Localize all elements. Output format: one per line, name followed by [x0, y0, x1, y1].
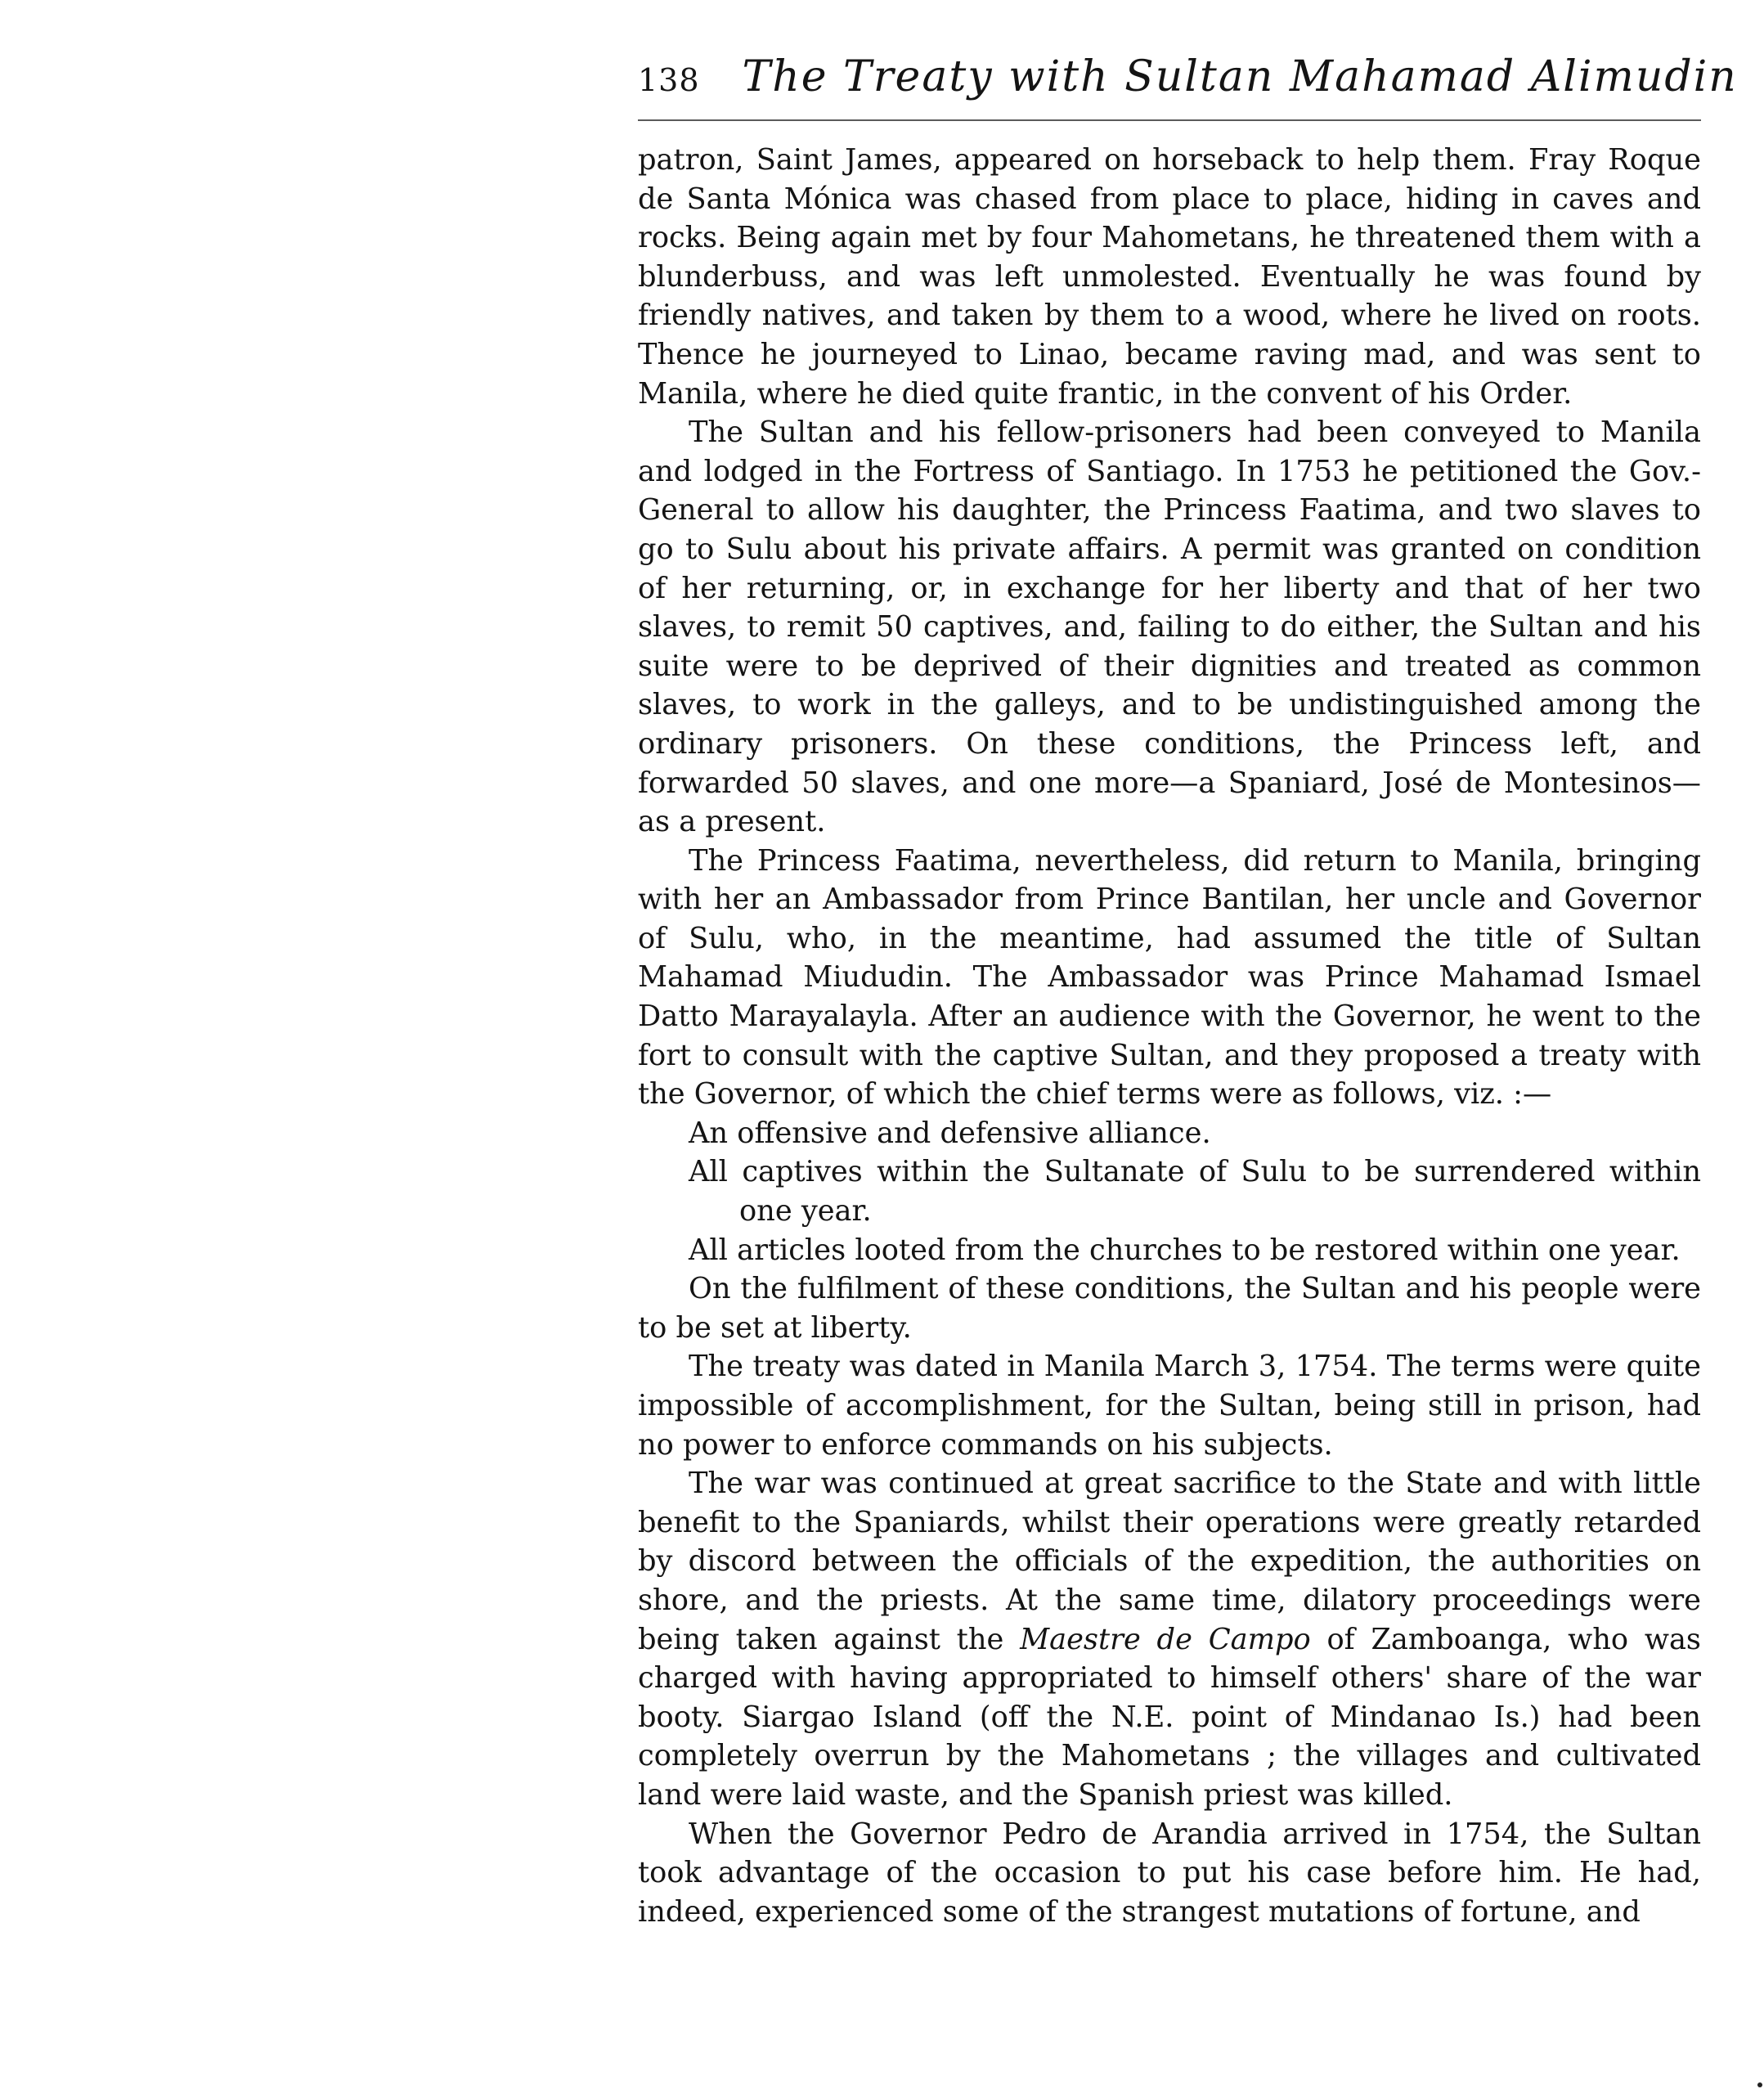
treaty-term-1: An offensive and defensive alliance.	[689, 1116, 1211, 1150]
paragraph-3: The Princess Faatima, nevertheless, did return to Manila, bringing with her an Ambassador from Prince Bantilan, her uncle and Governor of Sulu, who, in the meantime, had assumed the title of Sultan Mahamad Miududin. The Ambassador was Prince Mahamad Ismael Datto Marayalayla. After an audience with the Governor, he went to the fort to consult with the captive Sultan, and they proposed a treaty with the Governor, of which the chief terms were as follows, viz. :—	[638, 843, 1701, 1112]
running-header	[638, 52, 1738, 121]
maestre-de-campo-italic: Maestre de Campo	[1020, 1622, 1311, 1656]
header-rule	[638, 119, 1701, 121]
treaty-term-2: All captives within the Sultanate of Sulu to be surrendered within one year.	[689, 1155, 1701, 1229]
paragraph-6-part-a: The war was continued at great sacrifice to the State and with little benefit to the Spaniards, whilst their operations were greatly retarded by discord between the officials of the expedition, the authorities on shore, and the priests. At the same time, dilatory proceedings were being taken against the	[638, 1467, 1701, 1656]
page-number: 138	[638, 62, 700, 98]
paragraph-2: The Sultan and his fellow-prisoners had been conveyed to Manila and lodged in the Fortress of Santiago. In 1753 he petitioned the Gov.-General to allow his daughter, the Princess Faatima, and two slaves to go to Sulu about his private affairs. A permit was granted on condition of her returning, or, in exchange for her liberty and that of her two slaves, to remit 50 captives, and, failing to do either, the Sultan and his suite were to be deprived of their dignities and treated as common slaves, to work in the galleys, and to be undistinguished among the ordinary prisoners. On these conditions, the Princess left, and forwarded 50 slaves, and one more—a Spaniard, José de Montesinos—as a present.	[638, 416, 1701, 839]
paragraph-1: patron, Saint James, appeared on horseback to help them. Fray Roque de Santa Mónica was chased from place to place, hiding in caves and rocks. Being again met by four Mahometans, he threatened them with a blunderbuss, and was left unmolested. Eventually he was found by friendly natives, and taken by them to a wood, where he lived on roots. Thence he journeyed to Linao, became raving mad, and was sent to Manila, where he died quite frantic, in the convent of his Order.	[638, 143, 1701, 411]
paragraph-7: When the Governor Pedro de Arandia arrived in 1754, the Sultan took advantage of the occasion to put his case before him. He had, indeed, experienced some of the strangest mutations of fortune, and	[638, 1817, 1701, 1929]
running-title: The Treaty with Sultan Mahamad Alimudin	[742, 52, 1738, 101]
paragraph-5: The treaty was dated in Manila March 3, 1754. The terms were quite impossible of accomplishment, for the Sultan, being still in prison, had no power to enforce commands on his subjects.	[638, 1350, 1701, 1462]
paragraph-4: On the fulfilment of these conditions, the Sultan and his people were to be set at liberty.	[638, 1272, 1701, 1345]
paragraph-6	[638, 1464, 1701, 1814]
scan-speck	[1757, 2082, 1762, 2087]
treaty-term-3: All articles looted from the churches to be restored within one year.	[689, 1233, 1681, 1267]
paragraph-6-part-b: of Zamboanga, who was charged with having appropriated to himself others' share of the war booty. Siargao Island (off the N.E. point of Mindanao Is.) had been completely overrun by the Mahometans ; the villages and cultivated land were laid waste, and the Spanish priest was killed.	[638, 1622, 1701, 1812]
body-text	[638, 141, 1701, 1931]
